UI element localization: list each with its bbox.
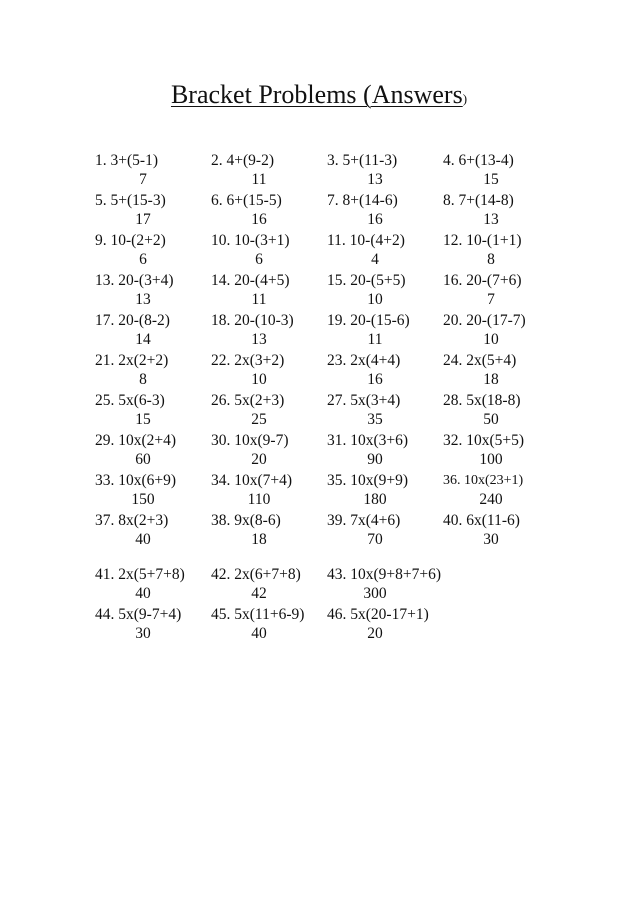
problem-item: [443, 191, 559, 231]
answer-text: 17: [135, 211, 151, 228]
problem-text: 17. 20-(8-2): [95, 312, 170, 329]
problem-item: [95, 231, 211, 271]
problem-text: 36. 10x(23+1): [443, 473, 524, 488]
problem-item: [211, 471, 327, 511]
problem-row: [95, 351, 615, 391]
answer-text: 240: [479, 491, 503, 508]
problem-text: 18. 20-(10-3): [211, 312, 294, 329]
problem-row: [95, 471, 615, 511]
problem-item: [443, 431, 559, 471]
answer-text: 90: [367, 451, 383, 468]
problem-item: [327, 391, 443, 431]
problem-item: [211, 311, 327, 351]
problem-item: [211, 565, 327, 605]
problem-item: [443, 311, 559, 351]
problem-item: [95, 471, 211, 511]
problem-item: [95, 271, 211, 311]
problem-item: [327, 511, 443, 551]
answer-text: 20: [251, 451, 267, 468]
problem-item: [327, 351, 443, 391]
problem-text: 13. 20-(3+4): [95, 272, 174, 289]
problem-text: 24. 2x(5+4): [443, 352, 517, 369]
problem-text: 28. 5x(18-8): [443, 392, 521, 409]
answer-text: 30: [483, 531, 499, 548]
answer-text: 180: [363, 491, 387, 508]
problem-text: 9. 10-(2+2): [95, 232, 166, 249]
problem-text: 16. 20-(7+6): [443, 272, 522, 289]
problem-row: [95, 231, 615, 271]
answer-text: 11: [251, 171, 267, 188]
problem-item: [95, 351, 211, 391]
problem-item: [443, 511, 559, 551]
problem-text: 35. 10x(9+9): [327, 472, 409, 489]
problem-text: 40. 6x(11-6): [443, 512, 520, 529]
problem-text: 22. 2x(3+2): [211, 352, 285, 369]
problem-item: [327, 191, 443, 231]
problem-row: [95, 311, 615, 351]
answer-text: 20: [367, 625, 383, 642]
problem-item: [211, 151, 327, 191]
page-title-closing-paren: ): [462, 91, 468, 106]
problem-text: 4. 6+(13-4): [443, 152, 514, 169]
problem-text: 39. 7x(4+6): [327, 512, 401, 529]
answer-text: 7: [139, 171, 147, 188]
answer-text: 4: [371, 251, 379, 268]
answer-text: 13: [135, 291, 151, 308]
problem-text: 32. 10x(5+5): [443, 432, 525, 449]
answer-text: 40: [135, 585, 151, 602]
problem-text: 27. 5x(3+4): [327, 392, 401, 409]
answer-text: 13: [483, 211, 499, 228]
problem-text: 26. 5x(2+3): [211, 392, 285, 409]
problem-item: [95, 431, 211, 471]
problem-text: 21. 2x(2+2): [95, 352, 169, 369]
problem-text: 14. 20-(4+5): [211, 272, 290, 289]
problem-text: 34. 10x(7+4): [211, 472, 293, 489]
problem-text: 30. 10x(9-7): [211, 432, 289, 449]
problem-item: [443, 231, 559, 271]
answer-text: 40: [135, 531, 151, 548]
problem-text: 43. 10x(9+8+7+6): [327, 566, 442, 583]
problem-item: [327, 471, 443, 511]
answer-text: 10: [483, 331, 499, 348]
problem-item: [327, 311, 443, 351]
problem-text: 37. 8x(2+3): [95, 512, 169, 529]
problem-text: 20. 20-(17-7): [443, 312, 526, 329]
problem-text: 45. 5x(11+6-9): [211, 606, 305, 623]
problem-row: [95, 271, 615, 311]
answer-text: 13: [367, 171, 383, 188]
answer-text: 11: [367, 331, 383, 348]
problem-item: [211, 391, 327, 431]
problem-grid: [95, 151, 615, 645]
answer-text: 6: [139, 251, 147, 268]
problem-text: 12. 10-(1+1): [443, 232, 522, 249]
problem-text: 6. 6+(15-5): [211, 192, 282, 209]
problem-text: 8. 7+(14-8): [443, 192, 514, 209]
answer-text: 50: [483, 411, 499, 428]
answer-text: 25: [251, 411, 267, 428]
problem-text: 44. 5x(9-7+4): [95, 606, 182, 623]
answer-text: 110: [247, 491, 271, 508]
problem-item: [327, 431, 443, 471]
problem-item: [443, 271, 559, 311]
page-title-text: Bracket Problems (Answers: [170, 80, 463, 109]
problem-row: [95, 565, 615, 605]
answer-text: 16: [367, 371, 383, 388]
problem-item: [327, 271, 443, 311]
answer-text: 150: [131, 491, 155, 508]
problem-text: 46. 5x(20-17+1): [327, 606, 429, 623]
problem-item: [95, 391, 211, 431]
answer-text: 300: [363, 585, 387, 602]
problem-text: 10. 10-(3+1): [211, 232, 290, 249]
answer-text: 10: [367, 291, 383, 308]
problem-row: [95, 391, 615, 431]
problem-item: [327, 605, 443, 645]
answer-text: 10: [251, 371, 267, 388]
problem-text: 33. 10x(6+9): [95, 472, 177, 489]
problem-text: 3. 5+(11-3): [327, 152, 398, 169]
problem-row: [95, 511, 615, 551]
problem-item: [211, 231, 327, 271]
answer-text: 18: [251, 531, 267, 548]
problem-item: [95, 605, 211, 645]
problem-item: [443, 471, 559, 511]
answer-text: 35: [367, 411, 383, 428]
problem-row: [95, 605, 615, 645]
problem-item: [95, 151, 211, 191]
problem-text: 1. 3+(5-1): [95, 152, 158, 169]
answer-text: 100: [479, 451, 503, 468]
problem-item: [95, 191, 211, 231]
answer-text: 7: [487, 291, 495, 308]
answer-text: 42: [251, 585, 267, 602]
answer-text: 18: [483, 371, 499, 388]
answer-text: 40: [251, 625, 267, 642]
problem-text: 19. 20-(15-6): [327, 312, 410, 329]
answer-text: 13: [251, 331, 267, 348]
problem-item: [211, 431, 327, 471]
answer-text: 60: [135, 451, 151, 468]
problem-item: [211, 605, 327, 645]
problem-text: 29. 10x(2+4): [95, 432, 177, 449]
problem-row: [95, 191, 615, 231]
problem-item: [327, 565, 443, 605]
answer-text: 8: [487, 251, 495, 268]
problem-item: [95, 511, 211, 551]
problem-item: [443, 351, 559, 391]
problem-text: 25. 5x(6-3): [95, 392, 165, 409]
problem-item: [211, 271, 327, 311]
answer-text: 15: [135, 411, 151, 428]
page-title: [0, 79, 638, 115]
problem-item: [327, 231, 443, 271]
section-spacer: [95, 551, 615, 565]
problem-row: [95, 431, 615, 471]
answer-text: 6: [255, 251, 263, 268]
problem-text: 7. 8+(14-6): [327, 192, 398, 209]
problem-text: 2. 4+(9-2): [211, 152, 274, 169]
problem-item: [211, 191, 327, 231]
answer-text: 11: [251, 291, 267, 308]
problem-text: 42. 2x(6+7+8): [211, 566, 301, 583]
problem-item: [443, 151, 559, 191]
problem-item: [95, 565, 211, 605]
problem-text: 31. 10x(3+6): [327, 432, 409, 449]
problem-item: [211, 511, 327, 551]
problem-item: [95, 311, 211, 351]
answer-text: 8: [139, 371, 147, 388]
answer-text: 30: [135, 625, 151, 642]
problem-item: [211, 351, 327, 391]
problem-text: 5. 5+(15-3): [95, 192, 166, 209]
problem-item: [443, 391, 559, 431]
answer-text: 70: [367, 531, 383, 548]
answer-text: 16: [251, 211, 267, 228]
problem-text: 15. 20-(5+5): [327, 272, 406, 289]
problem-text: 38. 9x(8-6): [211, 512, 281, 529]
problem-item: [327, 151, 443, 191]
problem-text: 23. 2x(4+4): [327, 352, 401, 369]
problem-text: 41. 2x(5+7+8): [95, 566, 185, 583]
problem-text: 11. 10-(4+2): [327, 232, 405, 249]
problem-row: [95, 151, 615, 191]
answer-text: 16: [367, 211, 383, 228]
answer-text: 15: [483, 171, 499, 188]
answer-text: 14: [135, 331, 151, 348]
